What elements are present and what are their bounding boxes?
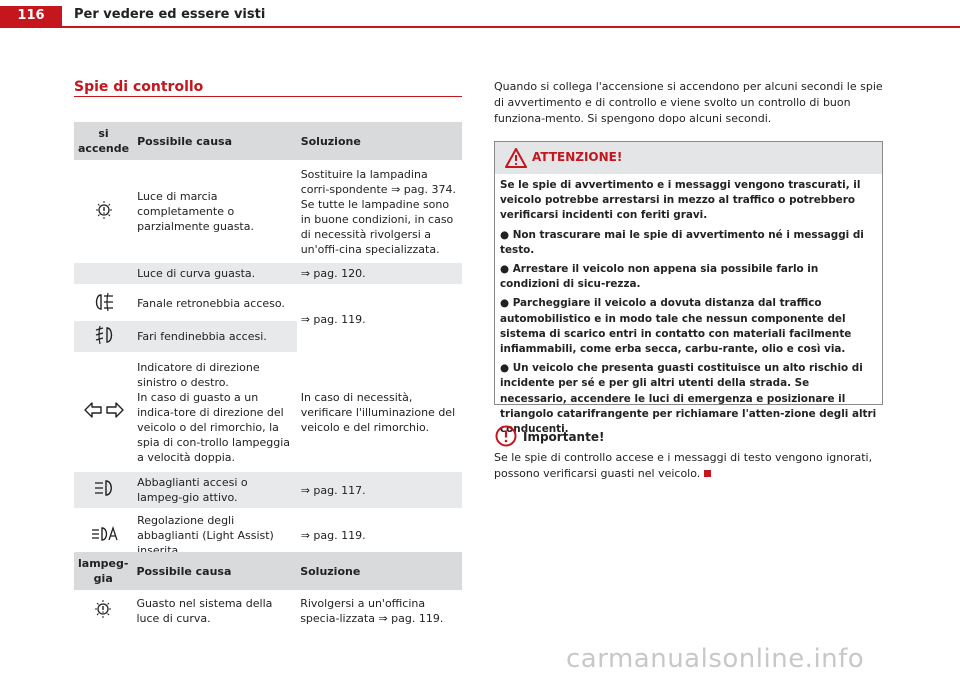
important-notice-icon [495,425,517,447]
warning-header [495,142,882,174]
warning-lead: Se le spie di avvertimento e i messaggi vengono trascurati, il veicolo potrebbe arrestarsi in mezzo al traffico o potrebbero verificarsi incidenti con feriti gravi. [500,179,861,222]
section-title: Spie di controllo [74,79,204,95]
intro-paragraph: Quando si collega l'accensione si accendono per alcuni secondi le spie di avvertimento e di controllo e viene svolto un controllo di buon funziona-mento. Si spengono dopo alcuni secondi. [494,80,883,125]
watermark: carmanualsonline.info [566,644,865,674]
header-col-3: Soluzione [300,134,361,148]
warning-bullet-text: Parcheggiare il veicolo a dovuta distanza dal traffico automobilistico e in modo tale che nessun componente del sistema di scarico entri in contatto con materiali facilmente infiammabili, come erba secca, carbu-rante, olio e così via. [500,297,852,356]
table-header-row [74,552,462,591]
icon-cell [74,591,132,629]
section-rule [74,96,462,97]
warning-bullet-text: Non trascurare mai le spie di avvertimento né i messaggi di testo. [500,228,864,256]
page-title: Per vedere ed essere visti [74,7,266,22]
icon-cell [74,471,133,509]
header-col-1: si accende [78,127,130,155]
warning-triangle-icon [505,148,527,168]
high-beam-icon [91,478,117,498]
warning-bullet: ● Non trascurare mai le spie di avvertimento né i messaggi di testo. [500,228,864,256]
page-header [0,0,960,28]
icon-cell [74,353,133,471]
solution-cell: ⇒ pag. 119. [297,285,462,353]
turn-signal-icon [83,400,125,420]
warning-bullet: ● Un veicolo che presenta guasti costituisce un alto rischio di incidente per sé e per gli altri utenti della strada. Se necessario, accendere le luci di emergenza e posizionare il triangolo catarifrangente per richiamare l'atten-zione degli altri conducenti. [500,362,877,436]
cause-cell: Luce di marcia completamente o parzialmente guasta. [133,161,297,262]
cause-cell: Regolazione degli abbaglianti (Light Assist) inserita. [133,509,297,561]
header-col-3: Soluzione [300,564,361,578]
header-col-1: lampeg-gia [78,557,129,585]
solution-cell: In caso di necessità, verificare l'illuminazione del veicolo e del rimorchio. [297,353,462,471]
table-row [74,262,462,285]
solution-cell: ⇒ pag. 120. [297,262,462,285]
icon-cell [74,321,133,353]
front-fog-light-icon [91,325,117,345]
flashing-indicator-table [74,552,462,629]
header-col-2: Possibile causa [137,134,233,148]
table-header-row [74,122,462,161]
warning-bullet-text: Un veicolo che presenta guasti costituisce un alto rischio di incidente per sé e per gli altri utenti della strada. Se necessario, accendere le luci di emergenza e posizionare il triangolo catarifrangente per richiamare l'atten-zione degli altri conducenti. [500,362,877,436]
icon-cell [74,161,133,262]
rear-fog-light-icon [91,292,117,312]
cause-cell: Fanale retronebbia acceso. [133,285,297,321]
table-row [74,285,462,321]
end-of-section-mark [704,470,711,477]
indicator-table [74,122,462,561]
important-text-body: Se le spie di controllo accese e i messaggi di testo vengono ignorati, possono verificarsi guasti nel veicolo. [494,451,873,480]
table-row [74,591,462,629]
cause-cell: Indicatore di direzione sinistro o destro. In caso di guasto a un indica-tore di direzione del veicolo o del rimorchio, la spia di con-trollo lampeggia a velocità doppia. [133,353,297,471]
warning-body [495,174,882,441]
warning-bullet: ● Parcheggiare il veicolo a dovuta distanza dal traffico automobilistico e in modo tale che nessun componente del sistema di scarico entri in contatto con materiali facilmente infiammabili, come erba secca, carbu-rante, olio e così via. [500,297,852,356]
important-text [494,450,884,482]
light-assist-icon [90,524,118,544]
important-title: Importante! [523,430,605,444]
warning-bullet-text: Arrestare il veicolo non appena sia possibile farlo in condizioni di sicu-rezza. [500,263,819,291]
warning-bullet: ● Arrestare il veicolo non appena sia possibile farlo in condizioni di sicu-rezza. [500,263,819,291]
warning-box [494,141,883,436]
bulb-warning-icon [92,598,114,620]
table-row [74,471,462,509]
table-row [74,161,462,262]
solution-cell: Sostituire la lampadina corri-spondente ⇒ pag. 374. Se tutte le lampadine sono in buone condizioni, in caso di necessità rivolgersi a un'offi-cina specializzata. [297,161,462,262]
page-number: 116 [0,6,62,26]
solution-cell: Rivolgersi a un'officina specia-lizzata ⇒ pag. 119. [296,591,462,629]
header-col-2: Possibile causa [136,564,232,578]
icon-cell [74,285,133,321]
cause-cell: Fari fendinebbia accesi. [137,330,267,343]
cause-cell: Luce di curva guasta. [133,262,297,285]
bulb-warning-icon [93,199,115,221]
solution-cell: ⇒ pag. 117. [297,471,462,509]
warning-title: ATTENZIONE! [532,150,623,164]
header-rule [0,26,960,28]
icon-cell [74,262,133,285]
table-row [74,353,462,471]
cause-cell: Abbaglianti accesi o lampeg-gio attivo. [133,471,297,509]
solution-cell: ⇒ pag. 119. [297,509,462,561]
cause-cell: Guasto nel sistema della luce di curva. [132,591,296,629]
